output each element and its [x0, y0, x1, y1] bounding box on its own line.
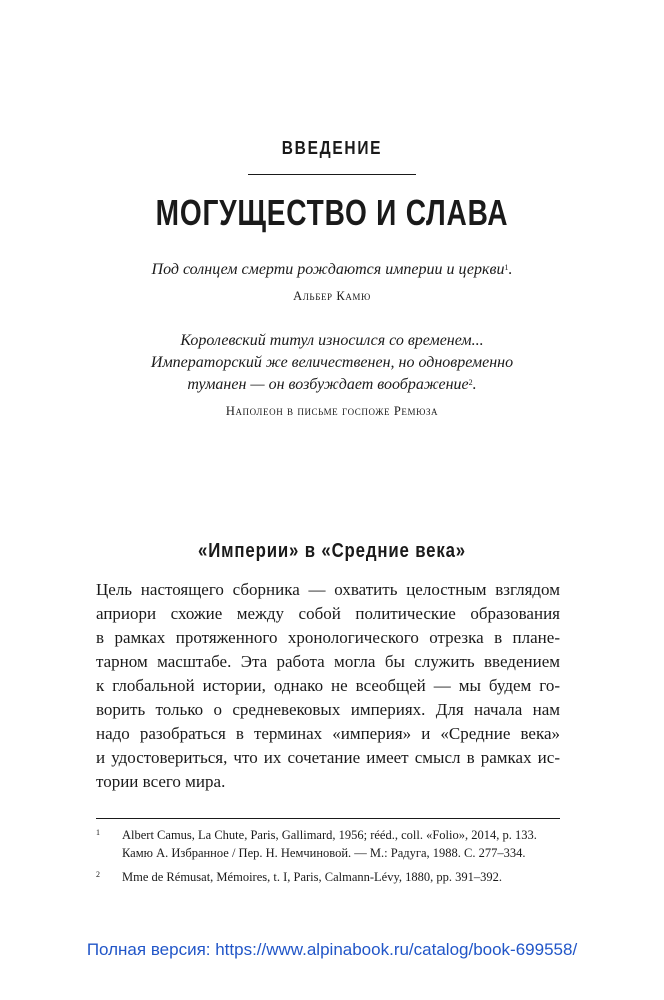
footnote-text: [122, 826, 560, 862]
epigraph-line: Императорский же величественен, но одновременно: [150, 354, 514, 371]
footnote-text: [122, 868, 560, 886]
footnote-line: Камю А. Избранное / Пер. Н. Немчиновой. — М.: Радуга, 1988. С. 277–334.: [122, 846, 526, 860]
footnote-number: 2: [96, 870, 100, 879]
full-version-link[interactable]: Полная версия: https://www.alpinabook.ru/catalog/book-699558/: [86, 940, 578, 959]
footnote-line: Mme de Rémusat, Mémoires, t. I, Paris, Calmann-Lévy, 1880, pp. 391–392.: [122, 870, 503, 884]
epigraph-line: Королевский титул износился со временем...: [180, 332, 484, 349]
paragraph-line: к глобальной истории, однако не всеобщей — мы будем го-: [96, 676, 560, 695]
footnotes: [96, 826, 560, 892]
kicker-divider: [248, 174, 416, 175]
epigraph-quote: Под солнцем смерти рождаются империи и церкви$^1$.: [151, 261, 513, 278]
paragraph-line: и удостовериться, что их сочетание имеет смысл в рамках ис-: [96, 748, 560, 767]
paragraph-line: тарном масштабе. Эта работа могла бы служить введением: [96, 652, 560, 671]
epigraph-quote: Королевский титул износился со временем... Императорский же величественен, но одновременно туманен — он возбуждает воображение$^2$.: [150, 332, 514, 393]
paragraph-line: ворить только о средневековых империях. Для начала нам: [96, 700, 560, 719]
paragraph-line: в рамках протяженного хронологического отрезка в плане-: [96, 628, 560, 647]
section-heading: «Империи» в «Средние века»: [198, 540, 466, 562]
epigraph-author: Наполеон в письме госпоже Ремюза: [225, 404, 439, 418]
footnote-ref: 1: [504, 263, 509, 272]
paragraph-line: априори схожие между собой политические образования: [96, 604, 560, 623]
footnote-item: [96, 826, 560, 862]
epigraph-napoleon: [0, 330, 664, 419]
body-paragraph: [96, 578, 560, 794]
epigraph-line: туманен — он возбуждает воображение: [187, 376, 469, 393]
footnote-item: [96, 868, 560, 886]
paragraph-line: тории всего мира.: [96, 772, 226, 791]
footnote-ref: 2: [468, 378, 473, 387]
paragraph-line: надо разобраться в терминах «империя» и «Средние века»: [96, 724, 560, 743]
paragraph-line: Цель настоящего сборника — охватить целостным взглядом: [96, 580, 560, 599]
epigraph-author: Альбер Камю: [293, 289, 371, 303]
footnote-number: 1: [96, 828, 100, 837]
footnote-line: Albert Camus, La Chute, Paris, Gallimard, 1956; rééd., coll. «Folio», 2014, p. 133.: [122, 828, 537, 842]
chapter-kicker: ВВЕДЕНИЕ: [281, 138, 383, 158]
epigraph-line: Под солнцем смерти рождаются империи и церкви: [151, 261, 505, 278]
footnote-divider: [96, 818, 560, 819]
chapter-title: МОГУЩЕСТВО И СЛАВА: [155, 192, 509, 233]
epigraph-camus: [0, 259, 664, 304]
